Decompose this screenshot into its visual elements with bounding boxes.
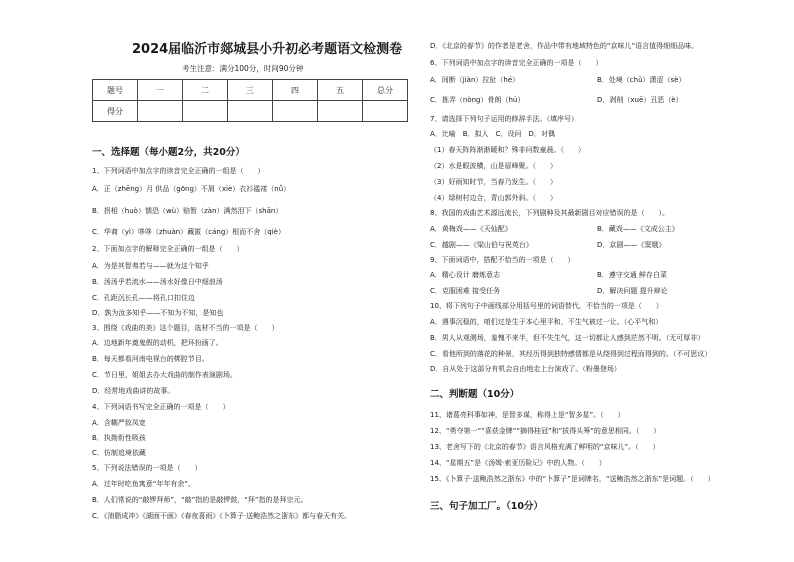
question-stem: 10、将下列句子中画线部分用括号里的词语替代，不恰当的一项是（ ） (430, 302, 663, 310)
question-stem: 8、我国的戏曲艺术源远流长，下列剧种及其最新剧目对应错误的是（ ）。 (430, 209, 669, 217)
score-input-cell (183, 101, 228, 122)
score-input-cell (228, 101, 273, 122)
answer-option: C．节日里，姐姐去办大戏曲的制作表演剧场。 (92, 371, 237, 379)
judgement-question: 12、“勇夺第一”“喜获金牌”“摘得桂冠”和“拔得头筹”的意思相同。（ ） (430, 427, 661, 435)
answer-option: A．过年时吃鱼寓意“年年有余”。 (92, 480, 196, 488)
answer-option: D．解决问题 提升辩论 (597, 287, 668, 295)
answer-option: A．比喻 B．拟人 C．设问 D．对偶 (430, 130, 555, 138)
answer-option: C．仿制追境依藏 (92, 449, 146, 457)
answer-option: B．男人从观测场，羞愧不来半，但不失生气，这一切都让人感到茫然不明。（无可厚非） (430, 334, 705, 342)
answer-option: D．自从处于这部分有机会自由地走上台演戏了。（粉墨登场） (430, 365, 621, 373)
answer-option: A．边地新年奠鬼假的动机，把环扮画了。 (92, 339, 223, 347)
question-stem: 7、请选择下列句子运用的修辞手法。（填序号） (430, 115, 578, 123)
score-table-score-row (93, 101, 408, 122)
answer-option: B．执拗衔性吸孩 (92, 434, 146, 442)
answer-option: A．含糊严致凤宽 (92, 419, 146, 427)
answer-option: C．克服困难 接受任务 (430, 287, 501, 295)
score-cell: 二 (183, 80, 228, 101)
section-heading: 三、句子加工厂。（10分） (430, 501, 543, 512)
section-heading: 一、选择题（每小题2分，共20分） (92, 147, 245, 158)
question-stem: 9、下面词语中，搭配不恰当的一项是（ ） (430, 256, 575, 264)
judgement-question: 14、“星期五”是《汤姆·索亚历险记》中的人物。（ ） (430, 459, 606, 467)
answer-option: C．拣弄（nòng）骨朗（hú） (430, 96, 525, 104)
score-cell: 一 (138, 80, 183, 101)
answer-option: B．汤汤乎若流水——汤水好像日中细浪汤 (92, 278, 223, 286)
answer-option: D．剥削（xuē）丑恶（è） (597, 96, 683, 104)
answer-option: B．遵守交通 鲜存白菜 (597, 271, 668, 279)
score-table-header-row (93, 80, 408, 101)
answer-option: B．处境（chǔ）潇涩（sè） (597, 76, 686, 84)
score-cell: 得分 (93, 101, 138, 122)
sub-question: （2）水是眼波横，山是眉峰聚。（ ） (430, 162, 557, 170)
exam-notice: 考生注意：满分100分，时间90分钟 (182, 64, 304, 73)
answer-option: C．孔距沉长孔——将孔口扣住边 (92, 294, 195, 302)
score-cell: 五 (318, 80, 363, 101)
answer-option: B．拐相（huò）懦恐（wù）赔暂（zàn）满然泪下（shān） (92, 207, 283, 215)
question-stem: 5、下列说法错误的一项是（ ） (92, 464, 202, 472)
question-stem: 4、下列词语书写完全正确的一项是（ ） (92, 403, 230, 411)
sub-question: （4）绿树村边合，青山郭外斜。（ ） (430, 194, 557, 202)
score-input-cell (363, 101, 408, 122)
answer-option: D．孰为汝多知乎——不知为不知，是知也 (92, 309, 224, 317)
question-stem: 3、围绕《戏曲的美》这个题目，选材不当的一项是（ ） (92, 324, 279, 332)
answer-option: A．遇事沉稳的，咱们过是生于本心里平和，不生气被过一让。（心平气和） (430, 318, 663, 326)
answer-option: C．看他所到的落花的种景，其经历得到独特感情都是从绕得到过程而得到的。（不可思议） (430, 350, 712, 358)
question-stem: 6、下列词语中加点字的读音完全正确的一项是（ ） (430, 59, 603, 67)
answer-option: D．京剧——《窦娥》 (597, 241, 666, 249)
answer-option: D．经常地戏曲讲的故事。 (92, 387, 175, 395)
score-input-cell (138, 101, 183, 122)
answer-option: A．间断（jiàn）拉扯（hé） (430, 76, 520, 84)
answer-option: A．为是其智弗若与——就为这个知乎 (92, 262, 209, 270)
score-input-cell (318, 101, 363, 122)
question-stem: 1、下列词语中加点字的读音完全正确的一组是（ ） (92, 167, 265, 175)
judgement-question: 13、老舍写下的《北京的春节》语言风格充满了鲜明的“京味儿”。（ ） (430, 443, 660, 451)
sub-question: （1）春天阵阵渐渐暖和？殊非问数童晨。（ ） (430, 146, 585, 154)
page-title: 2024届临沂市郯城县小升初必考题语文检测卷 (132, 42, 403, 57)
sub-question: （3）好雨知时节，当春乃发生。（ ） (430, 178, 557, 186)
section-heading: 二、判断题（10分） (430, 389, 520, 400)
answer-option: B．每天都看河南电视台的梆腔节目。 (92, 355, 209, 363)
score-cell: 总分 (363, 80, 408, 101)
answer-option: C．越剧——《梁山伯与祝英台》 (430, 241, 533, 249)
judgement-question: 11、诸葛亮科事如神，是智多谋，称得上是“智多星”。（ ） (430, 411, 625, 419)
answer-option: B．藏戏——《文成公主》 (597, 225, 679, 233)
question-stem: 2、下面加点字的解释完全正确的一组是（ ） (92, 245, 244, 253)
score-cell: 四 (273, 80, 318, 101)
answer-option: A．精心设计 磨炼意志 (430, 271, 501, 279)
judgement-question: 15、《卜算子·送鲍浩然之浙东》中的“卜算子”是词牌名，“送鲍浩然之浙东”是词题。（ ） (430, 475, 715, 483)
answer-option: A．正（zhēng）月 供品（gōng）不屑（xiè）衣衫褴褛（nǚ） (92, 185, 291, 193)
answer-option: C．华裔（yì）哆哆（zhuàn）藏匿（cáng）根而不舍（qiè） (92, 228, 285, 236)
score-cell: 题号 (93, 80, 138, 101)
answer-option: A．黄梅戏——《天仙配》 (430, 225, 512, 233)
score-cell: 三 (228, 80, 273, 101)
answer-option: B．人们常说的“敲锣拜师”，“敲”指的是敲锣鼓，“拜”指的是拜宗元。 (92, 496, 308, 504)
answer-option: D．《北京的春节》的作者是老舍，作品中带有地域特色的“京味儿”语言值得细细品味。 (430, 42, 699, 50)
score-input-cell (273, 101, 318, 122)
answer-option: C．《油脂成冲》《湖面干画》《春夜喜雨》《卜算子·送鲍浩然之浙东》都与春天有关。 (92, 512, 352, 520)
score-table (92, 79, 408, 122)
